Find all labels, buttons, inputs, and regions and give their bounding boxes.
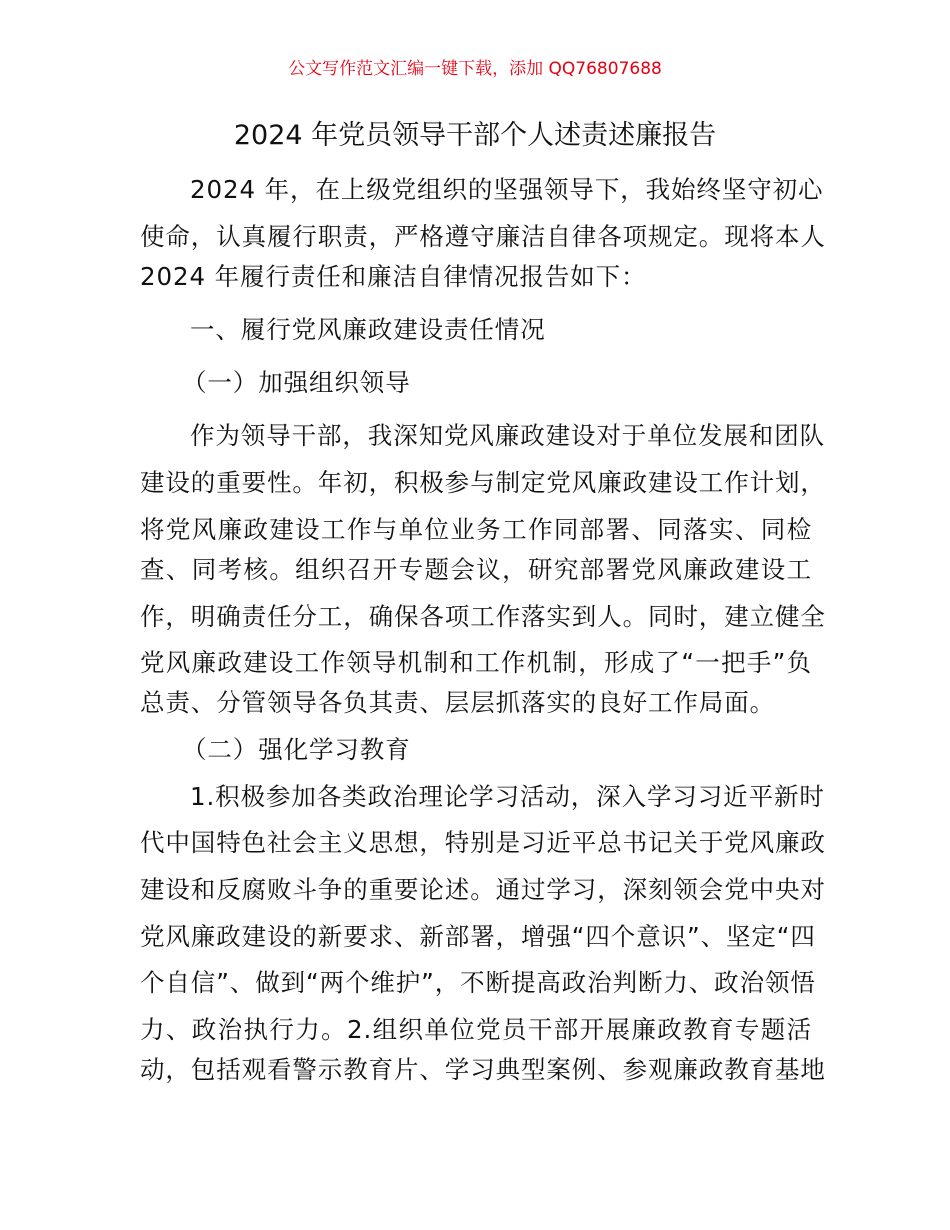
paragraph-line: 作为领导干部，我深知党风廉政建设对于单位发展和团队 [190, 421, 825, 450]
download-promo-header: 公文写作范文汇编一键下载，添加 QQ76807688 [288, 59, 662, 79]
paragraph-intro-line: 2024 年，在上级党组织的坚强领导下，我始终坚守初心 [190, 175, 824, 204]
document-title: 2024 年党员领导干部个人述责述廉报告 [233, 120, 717, 151]
paragraph-line: 党风廉政建设工作领导机制和工作机制，形成了“一把手”负 [140, 648, 812, 677]
paragraph-line: 建设和反腐败斗争的重要论述。通过学习，深刻领会党中央对 [140, 875, 826, 904]
paragraph-line: 建设的重要性。年初，积极参与制定党风廉政建设工作计划， [140, 468, 826, 497]
paragraph-line: 个自信”、做到“两个维护”，不断提高政治判断力、政治领悟 [140, 968, 816, 997]
paragraph-line: 作，明确责任分工，确保各项工作落实到人。同时，建立健全 [140, 602, 826, 631]
paragraph-line: 党风廉政建设的新要求、新部署，增强“四个意识”、坚定“四 [140, 922, 816, 951]
paragraph-intro-line: 使命，认真履行职责，严格遵守廉洁自律各项规定。现将本人 [140, 222, 826, 251]
paragraph-line: 将党风廉政建设工作与单位业务工作同部署、同落实、同检 [140, 515, 812, 544]
paragraph-line: 力、政治执行力。2.组织单位党员干部开展廉政教育专题活 [140, 1015, 812, 1044]
paragraph-line: 代中国特色社会主义思想，特别是习近平总书记关于党风廉政 [140, 828, 826, 857]
section-heading: 一、履行党风廉政建设责任情况 [190, 315, 546, 344]
paragraph-line: 查、同考核。组织召开专题会议，研究部署党风廉政建设工 [140, 555, 812, 584]
paragraph-line: 1.积极参加各类政治理论学习活动，深入学习习近平新时 [190, 782, 825, 811]
subsection-heading: （一）加强组织领导 [182, 368, 411, 397]
paragraph-line: 总责、分管领导各负其责、层层抓落实的良好工作局面。 [140, 688, 775, 717]
subsection-heading: （二）强化学习教育 [182, 735, 411, 764]
paragraph-intro-line: 2024 年履行责任和廉洁自律情况报告如下： [140, 262, 647, 291]
paragraph-line: 动，包括观看警示教育片、学习典型案例、参观廉政教育基地 [140, 1055, 826, 1084]
